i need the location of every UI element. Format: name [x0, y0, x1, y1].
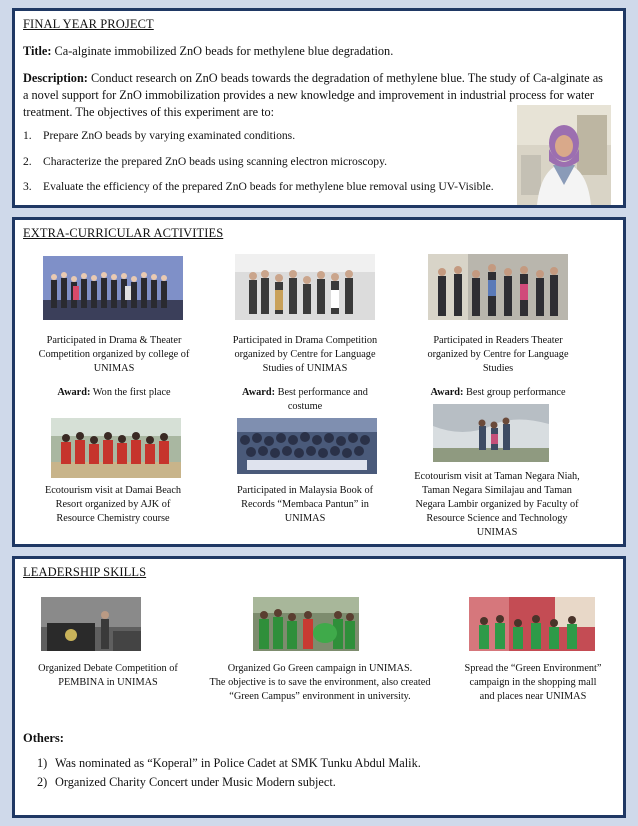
- taman-negara-caption: Ecotourism visit at Taman Negara Niah, Taman Negara Similajau and Taman Negara Lambir organized by Faculty of Resource Science and Technology UNIMAS: [414, 471, 580, 538]
- award-best-performance: Award: Best performance and costume: [242, 387, 368, 412]
- damai-beach-caption: Ecotourism visit at Damai Beach Resort organized by AJK of Resource Chemistry course: [44, 485, 182, 524]
- final-year-project-panel: [12, 8, 626, 208]
- project-title-label: Title:: [23, 44, 52, 58]
- go-green-photo: [253, 597, 359, 651]
- drama-theater-photo: [43, 256, 183, 320]
- green-environment-photo: [469, 597, 595, 651]
- others-heading: Others:: [23, 731, 64, 745]
- project-section-title: FINAL YEAR PROJECT: [23, 17, 154, 31]
- green-environment-caption: Spread the “Green Environment” campaign in the shopping mall and places near UNIMAS: [464, 663, 602, 702]
- others-list: [37, 756, 421, 794]
- activities-section-title: EXTRA-CURRICULAR ACTIVITIES: [23, 226, 224, 240]
- objective-item: 2. Characterize the prepared ZnO beads using scanning electron microscopy.: [23, 154, 388, 168]
- project-title-text: Ca-alginate immobilized ZnO beads for methylene blue degradation.: [54, 44, 394, 58]
- book-of-records-photo: [237, 418, 377, 474]
- taman-negara-photo: [433, 404, 549, 462]
- readers-theater-caption: Participated in Readers Theater organized by Centre for Language Studies: [427, 335, 569, 374]
- debate-photo: [41, 597, 141, 651]
- drama-competition-caption: Participated in Drama Competition organized by Centre for Language Studies of UNIMAS: [232, 335, 378, 374]
- leadership-section-title: LEADERSHIP SKILLS: [23, 565, 147, 579]
- others-item: 2) Organized Charity Concert under Music Modern subject.: [37, 775, 336, 789]
- desc-line-3: treatment. The objectives of this experiment are to:: [23, 105, 275, 119]
- objective-item: 1. Prepare ZnO beads by varying examinated conditions.: [23, 129, 296, 142]
- award-best-group: Award: Best group performance: [430, 387, 566, 398]
- desc-line-1: Conduct research on ZnO beads towards the degradation of methylene blue. The study of Ca-alginate as: [90, 71, 603, 85]
- damai-beach-photo: [51, 418, 181, 478]
- drama-theater-caption: Participated in Drama & Theater Competition organized by college of UNIMAS: [38, 335, 190, 374]
- drama-competition-photo: [235, 254, 375, 320]
- extra-curricular-panel: [12, 217, 626, 547]
- objectives-list: [23, 129, 494, 206]
- go-green-caption: Organized Go Green campaign in UNIMAS. The objective is to save the environment, also created “Green Campus” environment in university.: [209, 663, 431, 702]
- project-title-line: [23, 43, 393, 60]
- award-first-place: Award: Won the first place: [57, 387, 171, 398]
- portrait-photo: [517, 105, 611, 205]
- desc-line-2: a novel support for ZnO immobilization provides a new knowledge and improvement in industrial process for water: [23, 88, 594, 102]
- readers-theater-photo: [428, 254, 568, 320]
- debate-caption: Organized Debate Competition of PEMBINA in UNIMAS: [38, 663, 178, 688]
- book-of-records-caption: Participated in Malaysia Book of Records “Membaca Pantun” in UNIMAS: [236, 485, 374, 524]
- others-item: 1) Was nominated as “Koperal” in Police Cadet at SMK Tunku Abdul Malik.: [37, 756, 421, 770]
- desc-label: Description:: [23, 71, 88, 85]
- leadership-panel: [12, 556, 626, 818]
- objective-item: 3. Evaluate the efficiency of the prepared ZnO beads for methylene blue removal using UV-Visible.: [23, 180, 494, 193]
